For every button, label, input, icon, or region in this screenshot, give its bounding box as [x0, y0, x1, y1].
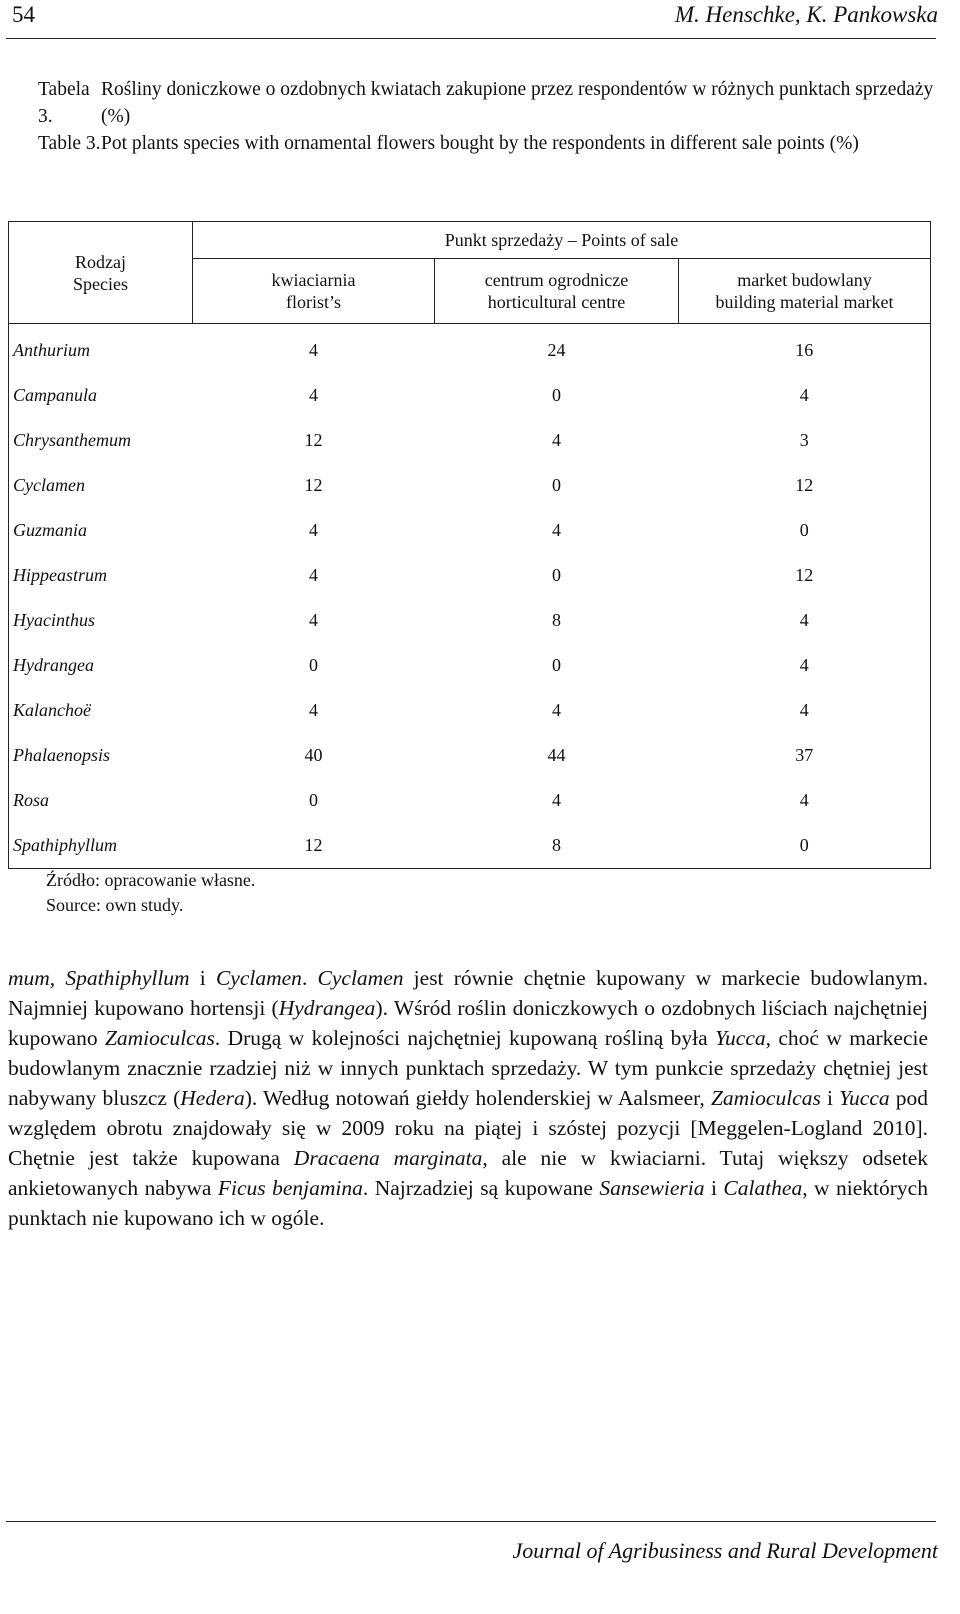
value-cell: 4 — [309, 385, 318, 405]
body-text-segment: . — [301, 966, 318, 990]
body-text-segment: ). Według notowań giełdy holenderskiej w Aalsmeer, — [244, 1086, 711, 1110]
page-number: 54 — [12, 2, 35, 27]
species-cell: Anthurium — [13, 340, 91, 360]
footer-journal-name: Journal of Agribusiness and Rural Development — [512, 1538, 938, 1563]
table-row — [9, 508, 931, 553]
data-table — [8, 221, 931, 869]
column-header-pl: kwiaciarnia — [271, 270, 356, 290]
body-text-segment: , ale nie w kwiaciarni. Tutaj większy odsetek ankietowanych nabywa — [8, 1146, 928, 1200]
value-cell: 4 — [552, 430, 561, 450]
column-header-en: building material market — [715, 292, 894, 312]
species-cell: Spathiphyllum — [13, 835, 117, 855]
species-cell: Chrysanthemum — [13, 430, 131, 450]
value-cell: 37 — [795, 745, 814, 765]
value-cell: 0 — [552, 565, 561, 585]
species-cell: Rosa — [13, 790, 49, 810]
table-body — [9, 324, 931, 869]
value-cell: 4 — [552, 790, 561, 810]
table-row — [9, 373, 931, 418]
value-cell: 0 — [552, 475, 561, 495]
body-text-segment: i — [704, 1176, 724, 1200]
source-note — [46, 868, 255, 918]
species-cell: Hydrangea — [13, 655, 94, 675]
value-cell: 12 — [795, 475, 814, 495]
italic-term: Yucca — [715, 1026, 766, 1050]
value-cell: 0 — [309, 655, 318, 675]
value-cell: 4 — [552, 520, 561, 540]
value-cell: 12 — [795, 565, 814, 585]
species-cell: Hippeastrum — [13, 565, 107, 585]
value-cell: 8 — [552, 835, 561, 855]
value-cell: 0 — [799, 835, 809, 855]
body-text-segment: pod względem obrotu znajdowały się w 2009 roku na piątej i szóstej pozycji [Meggelen-Logland 2010]. Chętnie jest także kupowana — [8, 1086, 929, 1170]
value-cell: 4 — [309, 520, 318, 540]
value-cell: 0 — [799, 520, 809, 540]
italic-term: Dracaena marginata — [293, 1146, 483, 1170]
caption-text-en: Pot plants species with ornamental flowers bought by the respondents in different sale points (%) — [101, 133, 859, 154]
table-row — [9, 324, 931, 374]
table-row — [9, 688, 931, 733]
value-cell: 4 — [309, 700, 318, 720]
species-cell: Kalanchoë — [13, 700, 91, 720]
caption-english — [38, 130, 938, 157]
value-cell: 4 — [799, 790, 809, 810]
italic-term: Hydrangea — [278, 996, 376, 1020]
body-text-segment: , w niektórych punktach nie kupowano ich w ogóle. — [8, 1176, 928, 1230]
value-cell: 4 — [799, 655, 809, 675]
source-pl: Źródło: opracowanie własne. — [46, 870, 256, 890]
value-cell: 12 — [304, 835, 323, 855]
species-cell: Phalaenopsis — [13, 745, 110, 765]
italic-term: Zamioculcas — [104, 1026, 215, 1050]
column-header-pl: market budowlany — [737, 270, 872, 290]
italic-term: Zamioculcas — [710, 1086, 821, 1110]
value-cell: 3 — [799, 430, 809, 450]
italic-term: Cyclamen — [215, 966, 302, 990]
italic-term: Cyclamen — [317, 966, 404, 990]
table-row — [9, 778, 931, 823]
caption-label-pl: Tabela 3. — [38, 79, 90, 127]
table-caption — [38, 76, 938, 157]
species-header-pl: Rodzaj — [75, 251, 126, 272]
italic-term: Hedera — [180, 1086, 245, 1110]
column-header-en: horticultural centre — [487, 292, 626, 312]
source-en: Source: own study. — [46, 895, 184, 915]
value-cell: 4 — [799, 385, 809, 405]
italic-term: Ficus benjamina — [217, 1176, 363, 1200]
body-text-segment: , choć w markecie budowlanym znacznie rzadziej niż w innych punktach sprzedaży. W tym punkcie sprzedaży chętniej jest nabywany bluszcz ( — [8, 1026, 929, 1110]
italic-term: Calathea — [723, 1176, 803, 1200]
column-header-en: florist’s — [285, 292, 341, 312]
body-paragraph — [8, 963, 928, 1233]
table-row — [9, 553, 931, 598]
caption-text-pl: Rośliny doniczkowe o ozdobnych kwiatach zakupione przez respondentów w różnych punktach sprzedaży (%) — [101, 79, 934, 127]
italic-term: Yucca — [839, 1086, 890, 1110]
body-text-segment: ). Wśród roślin doniczkowych o ozdobnych liściach najchętniej kupowano — [8, 996, 928, 1050]
value-cell: 40 — [304, 745, 323, 765]
value-cell: 16 — [795, 340, 814, 360]
body-text-segment: . Drugą w kolejności najchętniej kupowaną rośliną była — [214, 1026, 716, 1050]
body-text-segment: i — [820, 1086, 840, 1110]
caption-label-en: Table 3. — [38, 133, 101, 154]
table-row — [9, 598, 931, 643]
value-cell: 24 — [547, 340, 566, 360]
column-header-building-market — [679, 259, 931, 324]
value-cell: 4 — [799, 700, 809, 720]
species-cell: Campanula — [13, 385, 98, 405]
value-cell: 0 — [552, 655, 561, 675]
column-header-horticultural — [435, 259, 679, 324]
species-cell: Hyacinthus — [13, 610, 95, 630]
value-cell: 0 — [552, 385, 561, 405]
species-cell: Guzmania — [13, 520, 88, 540]
table-row — [9, 418, 931, 463]
value-cell: 0 — [309, 790, 318, 810]
value-cell: 4 — [552, 700, 561, 720]
italic-term: mum, Spathiphyllum — [8, 966, 190, 990]
value-cell: 8 — [552, 610, 561, 630]
points-of-sale-header: Punkt sprzedaży – Points of sale — [193, 222, 931, 259]
value-cell: 12 — [304, 475, 323, 495]
body-text-segment: jest równie chętnie kupowany w markecie budowlanym. Najmniej kupowano hortensji ( — [8, 966, 928, 1020]
value-cell: 12 — [304, 430, 323, 450]
running-head-authors: M. Henschke, K. Pankowska — [674, 2, 938, 27]
value-cell: 44 — [547, 745, 566, 765]
body-text-segment: . Najrzadziej są kupowane — [362, 1176, 600, 1200]
species-header — [9, 222, 193, 324]
species-header-en: Species — [73, 273, 128, 294]
table-row — [9, 823, 931, 869]
italic-term: Sansewieria — [599, 1176, 705, 1200]
column-header-pl: centrum ogrodnicze — [484, 270, 629, 290]
value-cell: 4 — [799, 610, 809, 630]
value-cell: 4 — [309, 610, 318, 630]
caption-polish — [38, 76, 938, 130]
table-row — [9, 733, 931, 778]
footer-rule — [6, 1521, 936, 1522]
value-cell: 4 — [309, 565, 318, 585]
header-rule — [6, 38, 936, 39]
species-cell: Cyclamen — [13, 475, 85, 495]
column-header-florist — [193, 259, 435, 324]
table-row — [9, 643, 931, 688]
body-text-segment: i — [189, 966, 216, 990]
table-row — [9, 463, 931, 508]
value-cell: 4 — [309, 340, 318, 360]
